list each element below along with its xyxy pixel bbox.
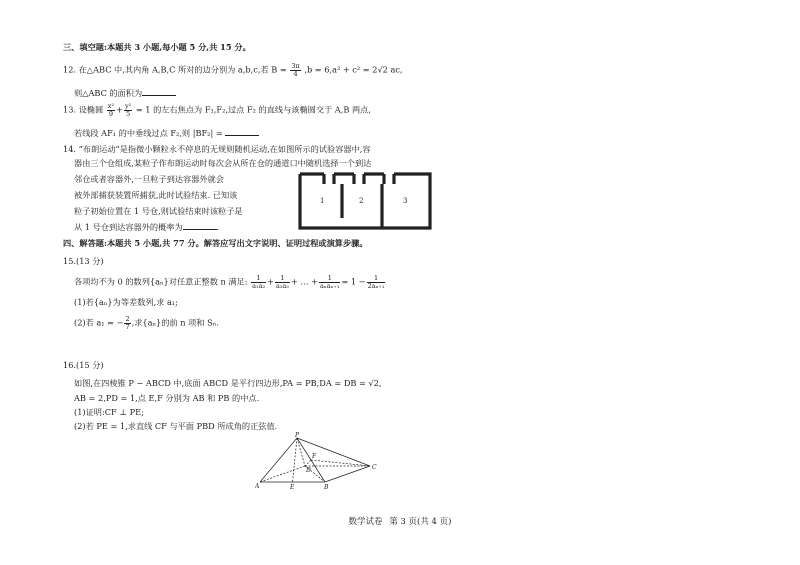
cell-2-label: 2 <box>359 197 364 205</box>
label-C: C <box>372 464 377 471</box>
question-14-line5: 粒子初始位置在 1 号仓,则试验结束时该粒子是 <box>74 206 243 216</box>
question-12-line2: 则△ABC 的面积为 <box>74 87 176 98</box>
cell-1-label: 1 <box>320 197 325 205</box>
question-14-line3: 邻仓或者容器外,一旦粒子到达容器外就会 <box>74 174 224 184</box>
label-D: D <box>306 467 311 474</box>
channel-2-walls <box>354 174 364 184</box>
segment-PE <box>293 438 298 482</box>
container-figure <box>298 170 432 232</box>
question-14-line4: 被外部捕获装置所捕获,此时试验结束. 已知该 <box>74 190 238 200</box>
edge-BC <box>325 466 370 482</box>
q12-fraction: $\frac{3\pi}{4}$ <box>291 62 300 78</box>
q13-fraction-x: $\frac{\text{x²}}{9}$ <box>107 102 115 118</box>
question-16-line1: 如图,在四棱锥 P − ABCD 中,底面 ABCD 是平行四边形,PA = PB,DA = DB = √2, <box>74 378 382 388</box>
channel-3-walls <box>384 174 394 184</box>
question-12-line1 <box>63 63 403 78</box>
label-B: B <box>324 484 329 490</box>
footer-page-number: 第 3 页(共 4 页) <box>389 517 452 527</box>
segment-CF <box>311 460 370 466</box>
edge-PD <box>297 438 305 466</box>
question-13-line2: 若线段 AF₁ 的中垂线过点 F₂,则 |BF₂| = <box>74 127 259 138</box>
section3-heading: 三、填空题:本题共 3 小题,每小题 5 分,共 15 分。 <box>63 42 251 52</box>
answer-blank-14[interactable] <box>183 221 217 230</box>
question-16-part2: (2)若 PE = 1,求直线 CF 与平面 PBD 所成角的正弦值. <box>74 421 278 431</box>
label-F: F <box>312 453 317 460</box>
question-14-line2: 器由三个仓组成,某粒子作布朗运动时每次会从所在仓的通道口中随机选择一个到达 <box>74 158 372 168</box>
label-P: P <box>295 432 300 439</box>
answer-blank-12[interactable] <box>142 87 176 96</box>
question-15-line1: 各项均不为 0 的数列{aₙ}对任意正整数 n 满足: $\frac{1}{\text{a₁a₂}}$ + $\frac{1}{\text{a₂a₃}}$ + … + $\frac{1}{\text{aₙaₙ₊₁}}$ = 1 − $\frac{1}{\text{2aₙ₊₁}}$ <box>74 274 385 290</box>
q12-text-a: 12. 在△ABC 中,其内角 A,B,C 所对的边分别为 a,b,c,若 B = <box>63 64 287 75</box>
label-A: A <box>255 483 260 490</box>
edge-PC <box>297 438 370 466</box>
question-16-part1: (1)证明:CF ⊥ PE; <box>74 407 144 417</box>
q13-fraction-y: $\frac{\text{y²}}{5}$ <box>124 102 132 118</box>
question-13-line1: 13. 设椭圆 $\frac{\text{x²}}{9}$ + $\frac{\text{y²}}{5}$ = 1 的左右焦点为 F₁,F₂,过点 F₂ 的直线与该椭圆交于 A,B 两点, <box>63 102 371 118</box>
pyramid-figure <box>255 432 380 490</box>
question-16-line2: AB = 2,PD = 1,点 E,F 分别为 AB 和 PB 的中点. <box>74 393 260 403</box>
segment-FD <box>305 460 311 466</box>
question-15-part2: (2)若 a₁ = − $\frac{2}{7}$ ,求{aₙ}的前 n 项和 Sₙ. <box>74 315 219 331</box>
question-14-line1: 14. “布朗运动”是指微小颗粒永不停息的无规则随机运动,在如图所示的试验容器中,容 <box>63 144 371 154</box>
channel-1-walls <box>324 174 334 184</box>
page-footer <box>0 515 800 527</box>
q12-text-b: ,b = 6,a² + c² = 2√2 ac, <box>304 64 403 75</box>
question-15-part1: (1)若{aₙ}为等差数列,求 a₁; <box>74 297 178 307</box>
question-15-title: 15.(13 分) <box>63 256 104 266</box>
answer-blank-13[interactable] <box>225 127 259 136</box>
footer-subject: 数学试卷 <box>348 517 383 527</box>
question-16-title: 16.(15 分) <box>63 360 104 370</box>
question-14-line6: 从 1 号仓到达容器外的概率为 . <box>74 222 220 232</box>
label-E: E <box>290 484 295 490</box>
section4-heading: 四、解答题:本题共 5 小题,共 77 分。解答应写出文字说明、证明过程或演算步骤。 <box>63 238 368 248</box>
cell-3-label: 3 <box>403 197 408 205</box>
